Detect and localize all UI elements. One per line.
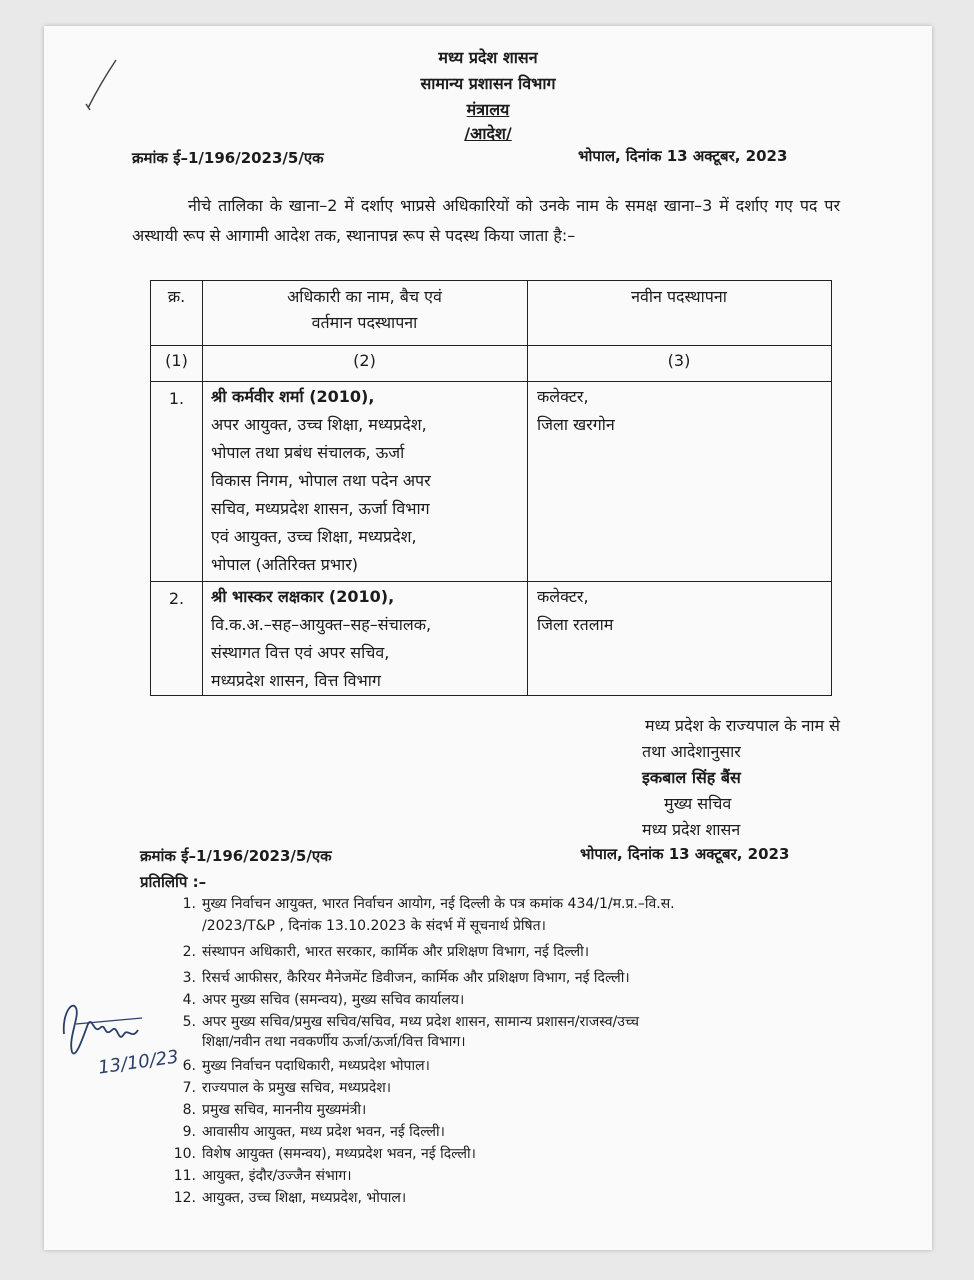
order-number: क्रमांक ई–1/196/2023/5/एक — [132, 149, 324, 167]
copy-order-number: क्रमांक ई–1/196/2023/5/एक — [140, 847, 332, 865]
copy-list-number: 1. — [182, 896, 196, 912]
header-ministry-text: मंत्रालय — [466, 100, 510, 119]
copy-list-number: 11. — [173, 1168, 196, 1184]
copy-list-item — [168, 1188, 406, 1207]
column-number-1: (1) — [165, 351, 188, 370]
row1-detail-line: भोपाल तथा प्रबंध संचालक, ऊर्जा — [211, 443, 405, 462]
signatory-designation: मुख्य सचिव — [664, 794, 732, 813]
row1-detail-line: विकास निगम, भोपाल तथा पदेन अपर — [211, 471, 431, 490]
copy-list-number: 6. — [182, 1058, 196, 1074]
header-order — [44, 122, 932, 144]
handwritten-date: 13/10/23 — [96, 1046, 180, 1079]
row2-serial: 2. — [168, 589, 185, 608]
signature-authority-line1: मध्य प्रदेश के राज्यपाल के नाम से — [644, 716, 840, 735]
header-serial: क्र. — [167, 287, 186, 306]
copy-list-item — [168, 990, 464, 1009]
header-officer-line2: वर्तमान पदस्थापना — [311, 313, 418, 332]
row1-new-posting-line2: जिला खरगोन — [537, 415, 615, 434]
copy-list-text: आवासीय आयुक्त, मध्य प्रदेश भवन, नई दिल्ली। — [202, 1124, 445, 1140]
copy-list-number: 4. — [182, 992, 196, 1008]
copy-list-number: 9. — [182, 1124, 196, 1140]
row1-new-posting-line1: कलेक्टर, — [537, 387, 589, 406]
handwritten-annotation — [58, 994, 180, 1079]
copy-list-text: अपर मुख्य सचिव (समन्वय), मुख्य सचिव कार्यालय। — [202, 992, 465, 1008]
copy-label: प्रतिलिपि :– — [140, 873, 207, 891]
row2-officer-name: श्री भास्कर लक्षकार (2010), — [211, 587, 395, 606]
row1-detail-line: अपर आयुक्त, उच्च शिक्षा, मध्यप्रदेश, — [211, 415, 427, 434]
copy-list-number: 3. — [182, 970, 196, 986]
copy-list-item — [168, 1078, 391, 1097]
copy-list-text: आयुक्त, उच्च शिक्षा, मध्यप्रदेश, भोपाल। — [202, 1190, 407, 1206]
row2-detail-line: मध्यप्रदेश शासन, वित्त विभाग — [211, 671, 381, 690]
document-page — [44, 26, 932, 1250]
copy-list-item — [168, 968, 630, 987]
row1-officer-name: श्री कर्मवीर शर्मा (2010), — [211, 387, 375, 406]
header-government: मध्य प्रदेश शासन — [438, 48, 538, 67]
column-number-2: (2) — [353, 351, 376, 370]
copy-list-text: संस्थापन अधिकारी, भारत सरकार, कार्मिक और प्रशिक्षण विभाग, नई दिल्ली। — [202, 944, 590, 960]
order-place-date: भोपाल, दिनांक 13 अक्टूबर, 2023 — [578, 147, 788, 165]
table-col-divider — [527, 281, 528, 695]
row1-detail-line: एवं आयुक्त, उच्च शिक्षा, मध्यप्रदेश, — [211, 527, 417, 546]
table-row-divider — [151, 381, 831, 382]
copy-list-text: मुख्य निर्वाचन पदाधिकारी, मध्यप्रदेश भोपाल। — [202, 1058, 430, 1074]
copy-list-number: 8. — [182, 1102, 196, 1118]
copy-list-item-continuation: /2023/T&P , दिनांक 13.10.2023 के संदर्भ में सूचनार्थ प्रेषित। — [202, 918, 546, 934]
copy-list-number: 12. — [173, 1190, 196, 1206]
copy-list-item — [168, 1122, 445, 1141]
row2-new-posting-line1: कलेक्टर, — [537, 587, 589, 606]
copy-list-text: रिसर्च आफीसर, कैरियर मैनेजमेंट डिवीजन, कार्मिक और प्रशिक्षण विभाग, नई दिल्ली। — [202, 970, 630, 986]
copy-list-item-continuation: शिक्षा/नवीन तथा नवकर्णीय ऊर्जा/ऊर्जा/वित्त विभाग। — [202, 1034, 466, 1050]
header-department: सामान्य प्रशासन विभाग — [420, 74, 556, 93]
copy-list-item — [168, 942, 589, 961]
table-col-divider — [202, 281, 203, 695]
copy-list-text: आयुक्त, इंदौर/उज्जैन संभाग। — [202, 1168, 352, 1184]
header-officer-line1: अधिकारी का नाम, बैच एवं — [287, 287, 442, 306]
column-number-3: (3) — [667, 351, 691, 370]
copy-list-item — [168, 894, 675, 913]
copy-list-item — [168, 1012, 639, 1031]
header-ministry — [44, 98, 932, 120]
row1-detail-line: भोपाल (अतिरिक्त प्रभार) — [211, 555, 359, 574]
copy-list-item — [168, 1166, 352, 1185]
copy-place-date: भोपाल, दिनांक 13 अक्टूबर, 2023 — [580, 845, 790, 863]
signatory-office: मध्य प्रदेश शासन — [642, 820, 741, 839]
copy-list-number: 2. — [182, 944, 196, 960]
table-row-divider — [151, 345, 831, 346]
signature-authority-line2: तथा आदेशानुसार — [642, 742, 741, 761]
copy-list-text: मुख्य निर्वाचन आयुक्त, भारत निर्वाचन आयोग, नई दिल्ली के पत्र कमांक 434/1/म.प्र.–वि.स. — [202, 896, 675, 912]
row1-serial: 1. — [168, 389, 185, 408]
posting-table — [150, 280, 832, 696]
copy-list-text: अपर मुख्य सचिव/प्रमुख सचिव/सचिव, मध्य प्रदेश शासन, सामान्य प्रशासन/राजस्व/उच्च — [202, 1014, 640, 1030]
copy-list-text: विशेष आयुक्त (समन्वय), मध्यप्रदेश भवन, नई दिल्ली। — [202, 1146, 476, 1162]
copy-list-item — [168, 1056, 430, 1075]
copy-list-number: 5. — [182, 1014, 196, 1030]
copy-list-item — [168, 1144, 476, 1163]
signatory-name: इकबाल सिंह बैंस — [642, 768, 741, 787]
header-order-text: /आदेश/ — [464, 124, 512, 143]
copy-list-item — [168, 1100, 366, 1119]
copy-list-number: 10. — [173, 1146, 196, 1162]
row1-detail-line: सचिव, मध्यप्रदेश शासन, ऊर्जा विभाग — [211, 499, 430, 518]
table-row-divider — [151, 581, 831, 582]
row2-detail-line: वि.क.अ.–सह–आयुक्त–सह–संचालक, — [211, 615, 432, 634]
row2-detail-line: संस्थागत वित्त एवं अपर सचिव, — [211, 643, 390, 662]
copy-list-text: राज्यपाल के प्रमुख सचिव, मध्यप्रदेश। — [202, 1080, 392, 1096]
header-new-posting: नवीन पदस्थापना — [631, 287, 727, 306]
copy-list-number: 7. — [182, 1080, 196, 1096]
intro-paragraph: नीचे तालिका के खाना–2 में दर्शाए भाप्रसे अधिकारियों को उनके नाम के समक्ष खाना–3 में दर्शाए गए पद पर अस्थायी रूप से आगामी आदेश तक, स्थानापन्न रूप से पदस्थ किया जाता है:– — [132, 196, 840, 245]
copy-list-text: प्रमुख सचिव, माननीय मुख्यमंत्री। — [202, 1102, 367, 1118]
row2-new-posting-line2: जिला रतलाम — [537, 615, 614, 634]
